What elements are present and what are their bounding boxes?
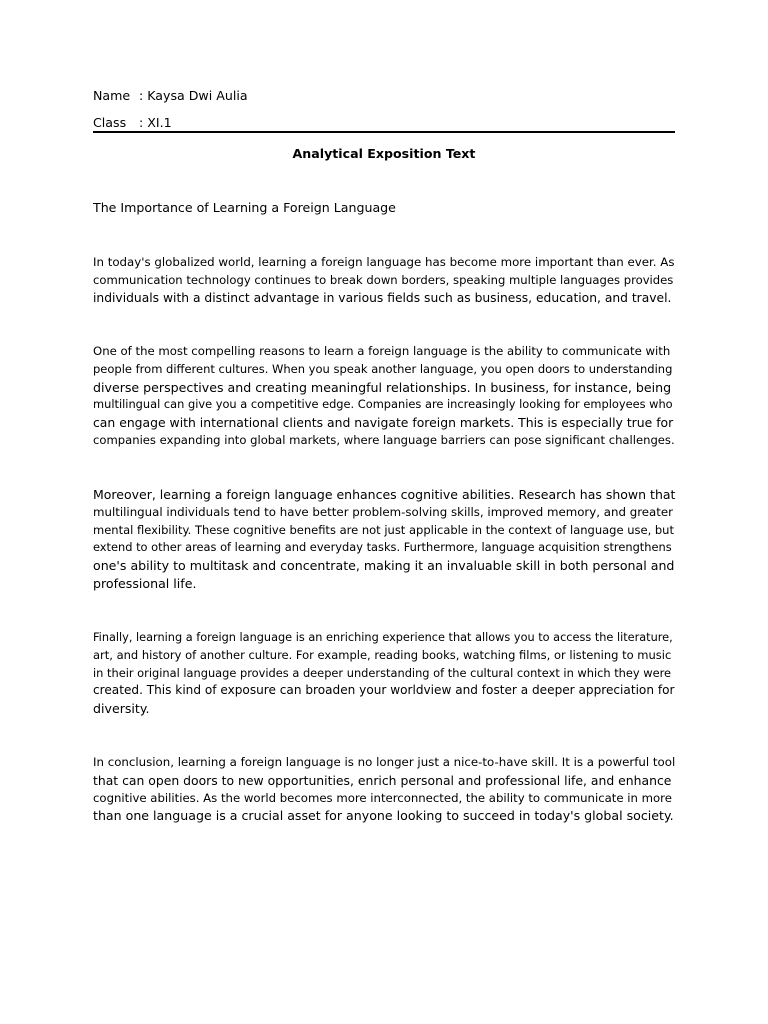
text-line: In today's globalized world, learning a foreign language has become more important than ever. As [93, 255, 675, 269]
paragraph-conclusion [93, 754, 675, 825]
header-divider [93, 131, 675, 133]
text-line: Finally, learning a foreign language is an enriching experience that allows you to access the literature, [93, 631, 673, 644]
text-line: Moreover, learning a foreign language enhances cognitive abilities. Research has shown that [93, 487, 676, 502]
text-line: diversity. [93, 701, 150, 717]
paragraph-thesis [93, 254, 675, 307]
text-line: than one language is a crucial asset for anyone looking to succeed in today's global society. [93, 808, 674, 824]
text-line: diverse perspectives and creating meaningful relationships. In business, for instance, being [93, 379, 672, 395]
text-line: multilingual can give you a competitive edge. Companies are increasingly looking for employees who [93, 397, 673, 412]
paragraph-argument-1 [93, 343, 675, 450]
text-line: extend to other areas of learning and everyday tasks. Furthermore, language acquisition strengthens [93, 540, 672, 555]
text-line: created. This kind of exposure can broaden your worldview and foster a deeper appreciation for [93, 683, 675, 698]
student-name-row [93, 88, 248, 104]
text-line: in their original language provides a deeper understanding of the cultural context in which they were [93, 665, 672, 680]
text-line: communication technology continues to break down borders, speaking multiple languages provides [93, 272, 674, 287]
document-heading: Analytical Exposition Text [292, 146, 476, 161]
text-line: cognitive abilities. As the world becomes more interconnected, the ability to communicate in more [93, 790, 672, 805]
text-line: companies expanding into global markets, where language barriers can pose significant challenges. [93, 432, 675, 447]
name-label: Name [93, 88, 131, 103]
text-line: one's ability to multitask and concentrate, making it an invaluable skill in both personal and [93, 558, 675, 574]
text-line: people from different cultures. When you speak another language, you open doors to understanding [93, 361, 673, 376]
student-class-row [93, 115, 172, 131]
paragraph-argument-2 [93, 486, 675, 593]
text-line: multilingual individuals tend to have better problem-solving skills, improved memory, and greater [93, 504, 674, 519]
class-value: : XI.1 [139, 115, 172, 130]
text-line: can engage with international clients and navigate foreign markets. This is especially true for [93, 415, 674, 431]
text-line: individuals with a distinct advantage in various fields such as business, education, and travel. [93, 290, 672, 305]
text-line: art, and history of another culture. For example, reading books, watching films, or listening to music [93, 647, 672, 662]
text-line: that can open doors to new opportunities, enrich personal and professional life, and enhance [93, 772, 672, 788]
document-page [93, 0, 675, 1024]
essay-title: The Importance of Learning a Foreign Language [93, 200, 396, 215]
class-label: Class [93, 115, 127, 130]
text-line: professional life. [93, 575, 197, 591]
paragraph-argument-3 [93, 629, 675, 718]
text-line: mental flexibility. These cognitive benefits are not just applicable in the context of language use, but [93, 522, 674, 537]
text-line: One of the most compelling reasons to learn a foreign language is the ability to communicate with [93, 344, 671, 358]
name-value: : Kaysa Dwi Aulia [139, 88, 248, 103]
text-line: In conclusion, learning a foreign language is no longer just a nice-to-have skill. It is a powerful tool [93, 755, 676, 769]
